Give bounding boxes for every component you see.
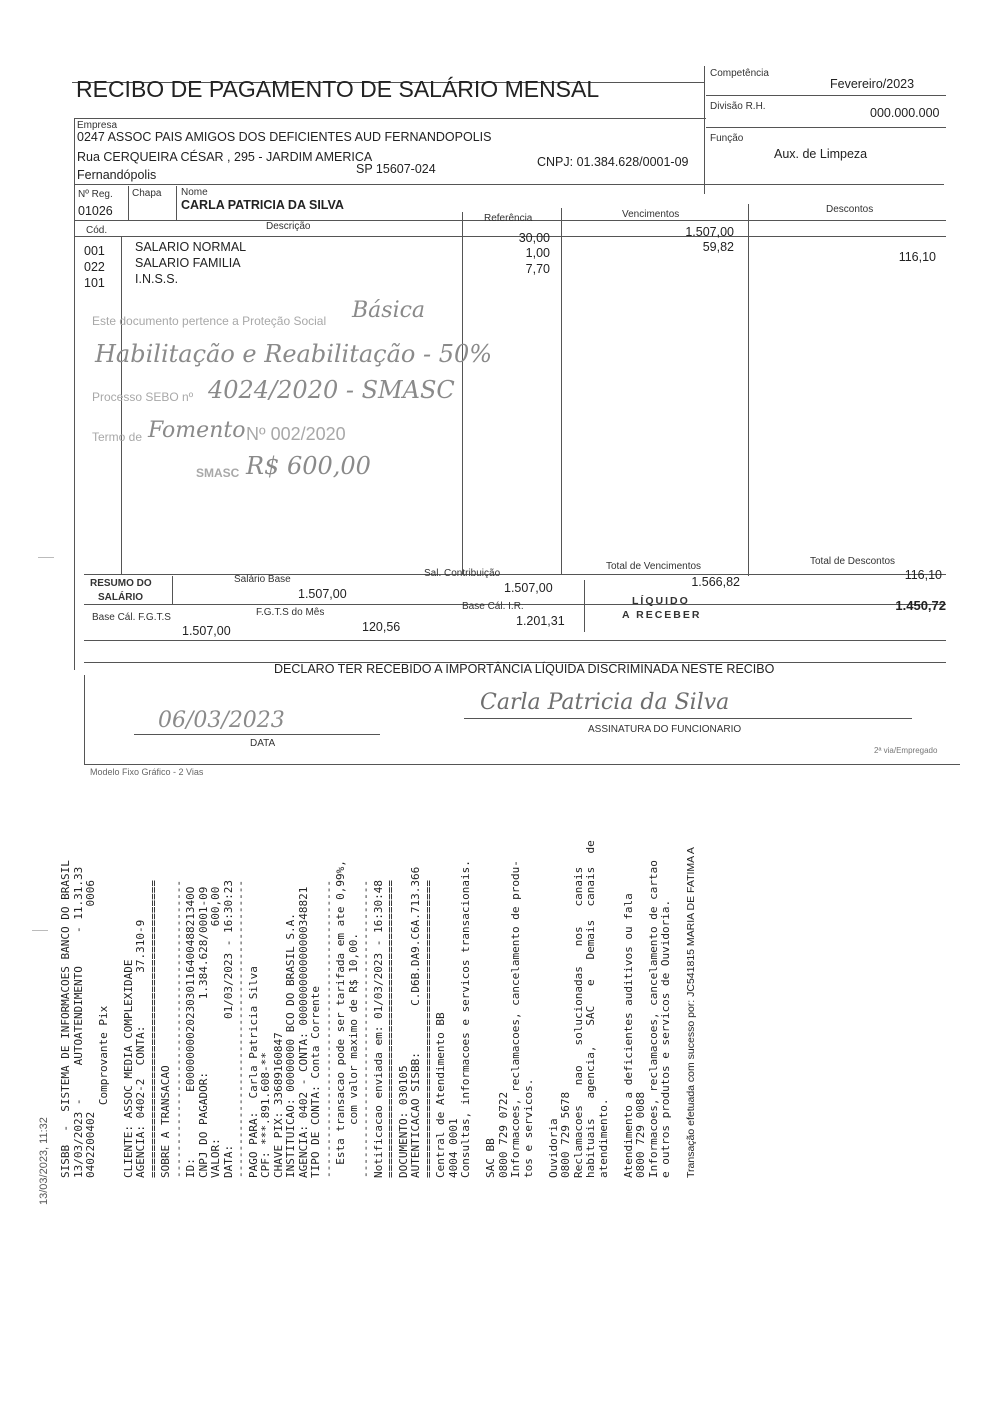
item-venc: 59,82 [702, 240, 734, 254]
fgts-mes-label: F.G.T.S do Mês [256, 607, 325, 618]
receipt-line: CHAVE PIX: 33689160847 [271, 1032, 285, 1178]
item-ref: 30,00 [518, 231, 550, 245]
receipt-line: atendimento. [596, 1098, 610, 1178]
item-desc: SALARIO FAMILIA [135, 256, 241, 270]
receipt-line: DATA: 01/03/2023 - 16:30:23 [221, 879, 235, 1178]
receipt-line: DOCUMENTO: 030105 [396, 1065, 410, 1178]
via-label: 2ª via/Empregado [874, 746, 938, 755]
item-ref: 7,70 [525, 262, 550, 276]
receipt-line: com valor maximo de R$ 10,00. [346, 932, 360, 1178]
receipt-line: INSTITUICAO: 00000000 BCO DO BRASIL S.A. [284, 913, 297, 1178]
receipt-line: 0800 729 0088 [634, 1091, 647, 1178]
receipt-line: SOBRE A TRANSACAO [159, 1065, 172, 1178]
receipt-line: AGENCIA: 0402-2 CONTA: 37.310-9 [134, 919, 147, 1178]
receipt-line: ============================================= [384, 879, 397, 1178]
empresa-uf-cep: SP 15607-024 [356, 162, 436, 176]
receipt-line: Consultas, informacoes e servicos transacionais. [459, 860, 472, 1178]
sal-contrib-value: 1.507,00 [504, 581, 553, 595]
receipt-line [110, 758, 123, 1178]
receipt-line: --------------------------------------------- [171, 879, 185, 1178]
item-desc: SALARIO NORMAL [135, 240, 247, 254]
receipt-line: PAGO PARA: Carla Patricia Silva [246, 966, 260, 1178]
fgts-mes-value: 120,56 [362, 620, 401, 634]
margin-timestamp: 13/03/2023, 11:32 [38, 1117, 50, 1205]
resumo-label: SALÁRIO [98, 592, 143, 603]
receipt-line: habituais agencia, SAC e Demais canais de [584, 840, 597, 1178]
stamp-text: Este documento pertence a Proteção Social [92, 314, 327, 328]
handwriting: R$ 600,00 [246, 452, 371, 480]
receipt-line: --------------------------------------------- [359, 879, 372, 1178]
item-cod: 022 [84, 260, 105, 274]
total-desc-label: Total de Descontos [810, 556, 896, 567]
handwriting: Básica [352, 298, 426, 323]
receipt-line: Central de Atendimento BB [434, 1012, 447, 1178]
scan-mark [38, 557, 54, 558]
receipt-line: SISBB - SISTEMA DE INFORMACOES BANCO DO BRASIL [59, 860, 72, 1178]
liquido-value: 1.450,72 [895, 598, 946, 613]
empresa-name: 0247 ASSOC PAIS AMIGOS DOS DEFICIENTES AUD FERNANDOPOLIS [77, 130, 492, 144]
funcao-label: Função [710, 133, 744, 144]
base-ir-value: 1.201,31 [516, 614, 565, 628]
data-label: DATA [250, 738, 276, 749]
divisao-value: 000.000.000 [870, 106, 940, 120]
declaro-text: DECLARO TER RECEBIDO A IMPORTÂNCIA LÍQUIDA DISCRIMINADA NESTE RECIBO [274, 662, 775, 676]
modelo-text: Modelo Fixo Gráfico - 2 Vias [90, 767, 204, 777]
receipt-line: CNPJ DO PAGADOR: 1.384.628/0001-09 [196, 886, 210, 1178]
receipt-line: Esta transacao pode ser tarifada em ate 0,99%, [334, 860, 347, 1178]
item-cod: 101 [84, 276, 105, 290]
base-fgts-value: 1.507,00 [182, 624, 231, 638]
competencia-label: Competência [710, 68, 769, 79]
handwriting: 4024/2020 - SMASC [208, 376, 455, 404]
receipt-line: 0800 729 0722 [496, 1091, 510, 1178]
nome-label: Nome [181, 187, 208, 198]
receipt-line: Comprovante Pix [96, 1005, 110, 1178]
receipt-line: AGENCIA: 0402 - CONTA: 000000000000000348821 [296, 886, 310, 1178]
divisao-label: Divisão R.H. [710, 101, 766, 112]
nome-value: CARLA PATRICIA DA SILVA [181, 198, 344, 212]
receipt-line: Notificacao enviada em: 01/03/2023 - 16:30:48 [371, 879, 385, 1178]
col-descricao: Descrição [266, 221, 311, 232]
base-ir-label: Base Cál. I.R. [462, 601, 524, 612]
stamp-text: Termo de [92, 430, 143, 444]
scan-mark [32, 930, 48, 931]
empresa-address: Rua CERQUEIRA CÉSAR , 295 - JARDIM AMERICA [77, 150, 373, 164]
receipt-line: Atendimento a deficientes auditivos ou fala [621, 893, 635, 1178]
item-ref: 1,00 [525, 246, 550, 260]
total-venc-value: 1.566,82 [691, 575, 740, 589]
receipt-line: 4004 0001 [446, 1118, 460, 1178]
salario-base-value: 1.507,00 [298, 587, 347, 601]
col-cod: Cód. [86, 225, 108, 236]
sal-contrib-label: Sal. Contribuição [424, 568, 501, 579]
receipt-line: Ouvidoria [546, 1118, 560, 1178]
col-referencia: Referência [484, 213, 533, 224]
receipt-line [673, 758, 686, 1178]
receipt-line: VALOR: 600,00 [209, 886, 222, 1178]
total-desc-value: 116,10 [904, 568, 942, 582]
funcao-value: Aux. de Limpeza [774, 147, 868, 161]
receipt-line: SAC BB [484, 1138, 497, 1178]
assinatura-label: ASSINATURA DO FUNCIONARIO [588, 724, 742, 735]
receipt-line: Informacoes, reclamacoes, cancelamento de cartao [646, 860, 660, 1178]
receipt-line [473, 758, 486, 1178]
stamp-text: SMASC [196, 466, 240, 480]
frame-top-right [704, 66, 705, 194]
competencia-value: Fevereiro/2023 [830, 77, 915, 91]
payslip-title: RECIBO DE PAGAMENTO DE SALÁRIO MENSAL [76, 76, 600, 102]
receipt-line: AUTENTICACAO SISBB: C.D6B.DA9.C6A.713.366 [409, 866, 422, 1178]
base-fgts-label: Base Cál. F.G.T.S [92, 612, 171, 623]
handwriting: Habilitação e Reabilitação - 50% [95, 340, 493, 368]
item-desc: I.N.S.S. [135, 272, 179, 286]
receipt-line: Transação efetuada com sucesso por: JC541815 MARIA DE FATIMA A [685, 847, 697, 1178]
signature: Carla Patricia da Silva [480, 690, 730, 715]
stamp-text: Processo SEBO nº [92, 390, 194, 404]
salario-base-label: Salário Base [234, 574, 291, 585]
empresa-city: Fernandópolis [77, 168, 157, 182]
receipt-line: TIPO DE CONTA: Conta Corrente [309, 985, 322, 1178]
handwriting: Fomento [148, 418, 246, 443]
receipt-line: Informacoes, reclamacoes, cancelamento de produ- [509, 860, 522, 1178]
receipt-line: 13/03/2023 - AUTOATENDIMENTO - 11.31.33 [71, 866, 85, 1178]
receipt-line: Reclamacoes nao solucionadas nos canais [571, 866, 585, 1178]
nreg-label: Nº Reg. [78, 189, 113, 200]
liquido-label: A RECEBER [622, 609, 702, 621]
receipt-line: --------------------------------------------- [234, 879, 247, 1178]
empresa-label: Empresa [77, 120, 118, 131]
date-handwriting: 06/03/2023 [158, 708, 285, 733]
liquido-label: LÍQUIDO [632, 595, 690, 607]
frame-left [74, 118, 75, 670]
total-venc-label: Total de Vencimentos [606, 561, 702, 572]
receipt-line: tos e servicos. [521, 1078, 535, 1178]
chapa-label: Chapa [132, 188, 162, 199]
stamp-text: Nº 002/2020 [246, 424, 346, 444]
receipt-line: e outros produtos e servicos de Ouvidoria. [659, 899, 672, 1178]
receipt-line [535, 758, 548, 1178]
receipt-line: --------------------------------------------- [321, 879, 335, 1178]
item-cod: 001 [84, 244, 105, 258]
item-desconto: 116,10 [898, 250, 936, 264]
receipt-line: CLIENTE: ASSOC MEDIA COMPLEXIDADE [121, 959, 135, 1178]
receipt-line: ============================================= [146, 879, 160, 1178]
item-venc: 1.507,00 [685, 225, 734, 239]
receipt-line: 0800 729 5678 [559, 1091, 572, 1178]
receipt-line: ID: E00000000202303011640048821340O [184, 886, 197, 1178]
nreg-value: 01026 [78, 204, 113, 218]
pix-receipt [60, 758, 880, 1178]
col-vencimentos: Vencimentos [622, 209, 680, 220]
receipt-line: CPF: ***.891.608-** [259, 1052, 272, 1178]
receipt-line: 0402200402 0006 [84, 879, 97, 1178]
resumo-label: RESUMO DO [90, 578, 152, 589]
col-descontos: Descontos [826, 204, 874, 215]
receipt-line: ============================================= [421, 879, 435, 1178]
receipt-line [610, 758, 623, 1178]
empresa-cnpj: CNPJ: 01.384.628/0001-09 [537, 155, 689, 169]
